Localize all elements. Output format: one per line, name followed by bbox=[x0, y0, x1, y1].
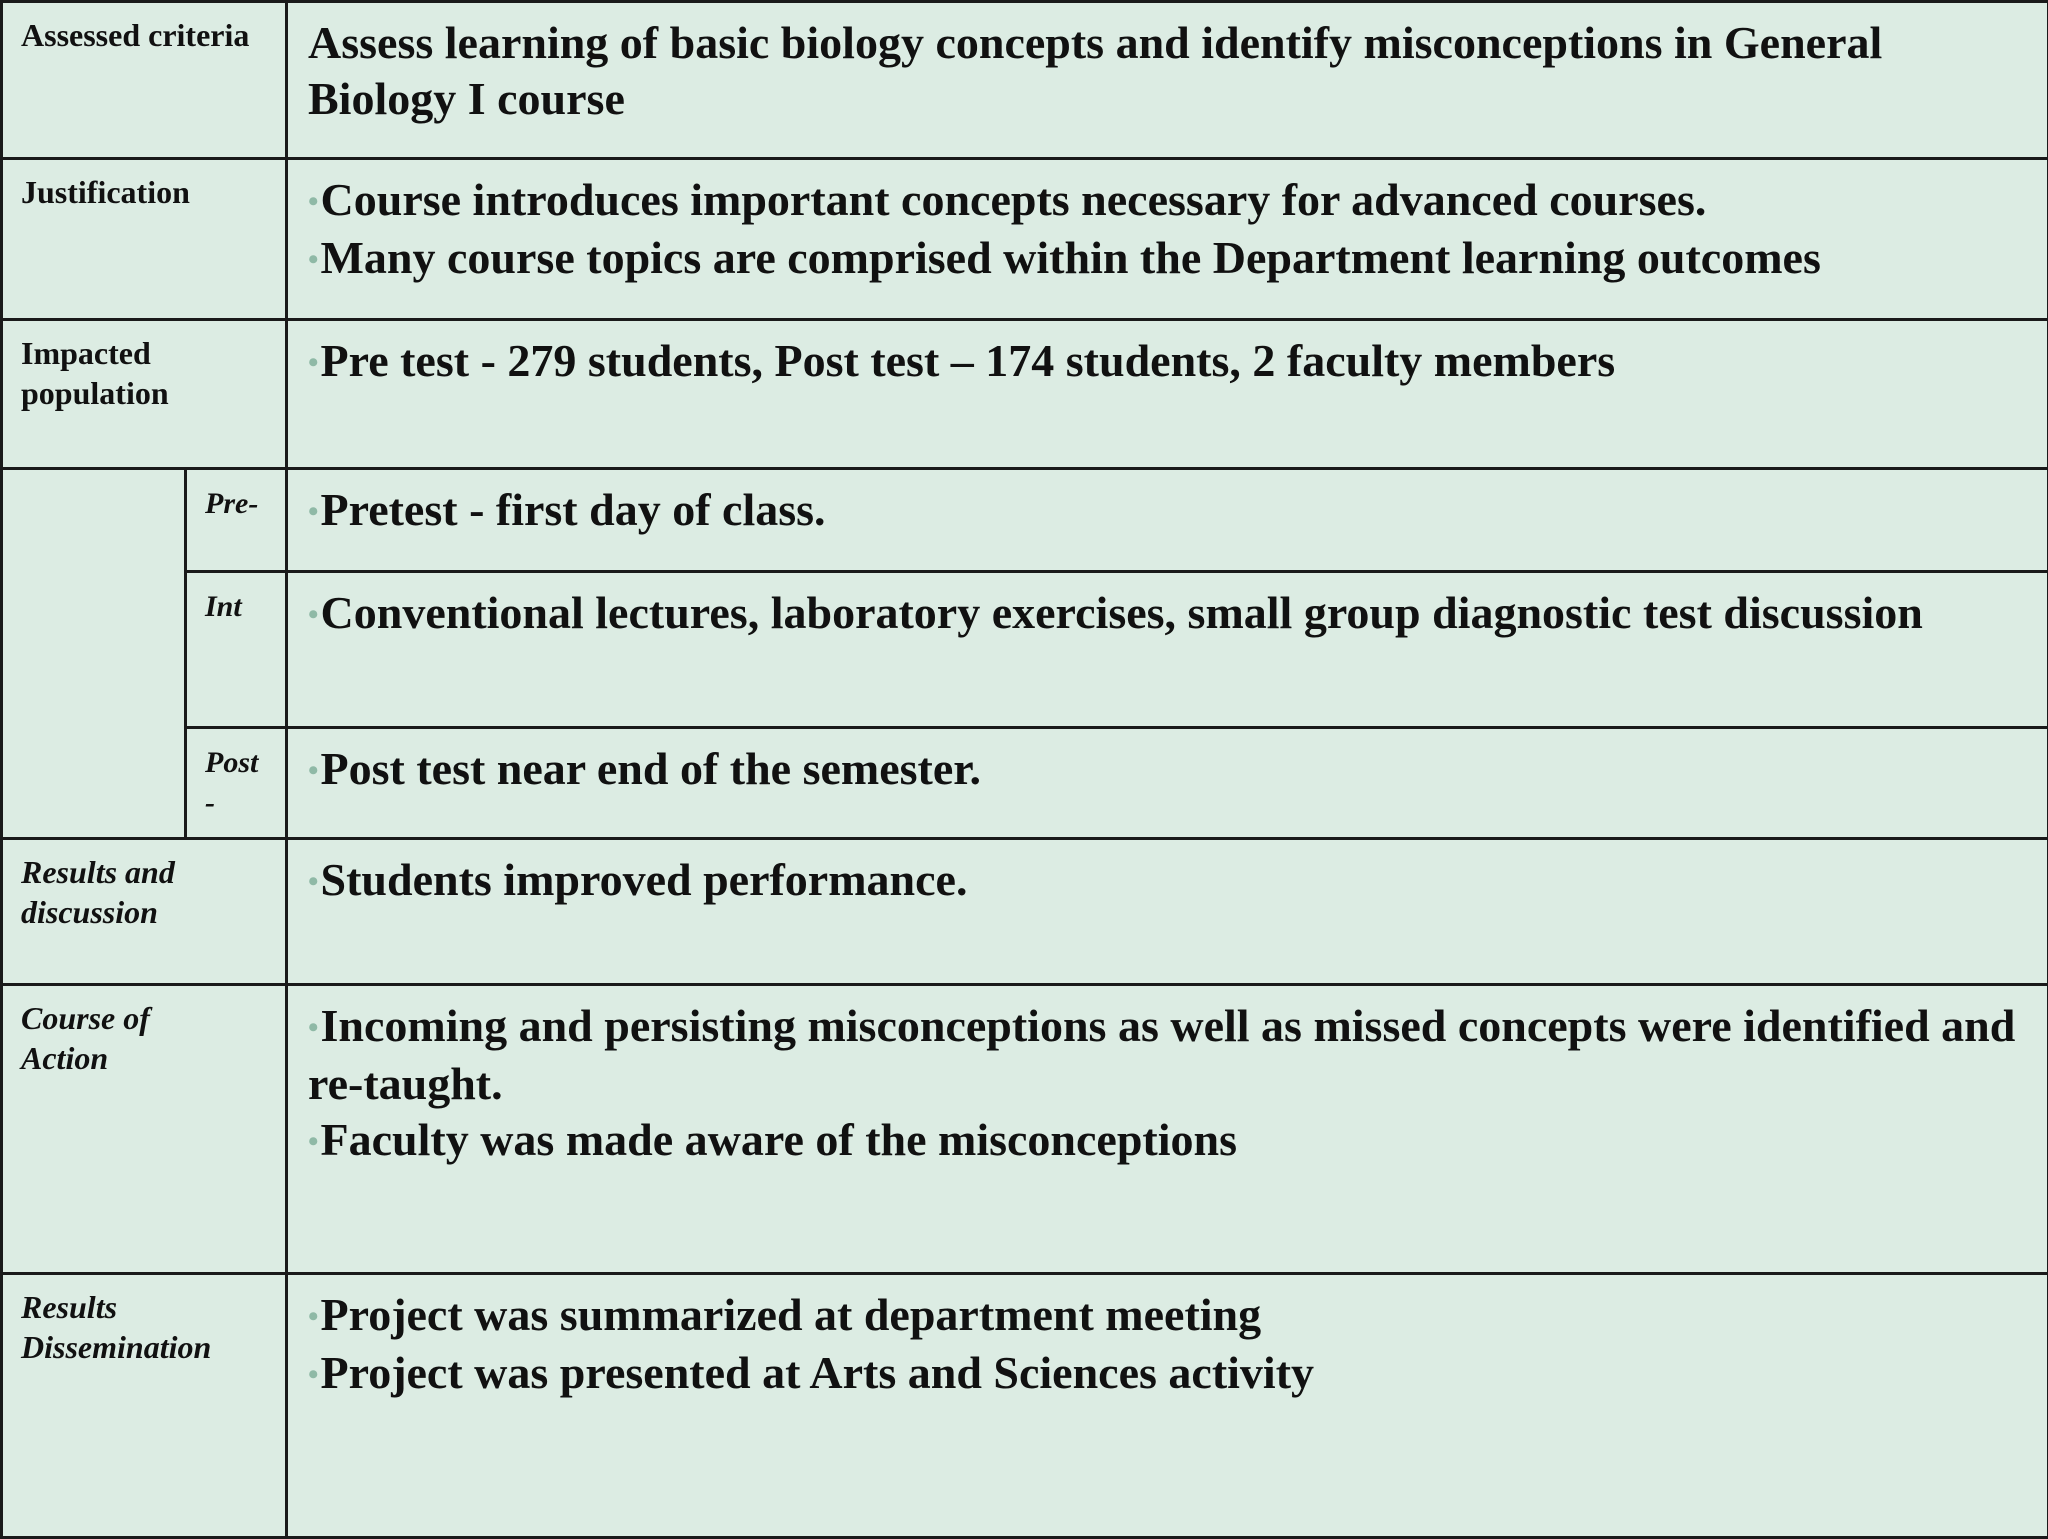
bullet-text: Conventional lectures, laboratory exercises, small group diagnostic test discussion bbox=[321, 587, 1923, 638]
content-cell bbox=[287, 2, 2048, 159]
bullet-icon: • bbox=[308, 346, 319, 379]
row-label-results-discussion: Results and discussion bbox=[3, 840, 285, 932]
sublabel-cell bbox=[186, 728, 287, 839]
bullet-icon: • bbox=[308, 1011, 319, 1044]
bullet-icon: • bbox=[308, 243, 319, 276]
bullet-text: Faculty was made aware of the misconceptions bbox=[321, 1114, 1238, 1165]
bullet-text: Course introduces important concepts necessary for advanced courses. bbox=[321, 174, 1707, 225]
bullet-item bbox=[308, 1112, 2029, 1170]
bullet-item bbox=[308, 230, 2029, 288]
label-cell bbox=[2, 320, 287, 469]
row-results-discussion bbox=[2, 839, 2048, 985]
bullet-icon: • bbox=[308, 185, 319, 218]
bullet-icon: • bbox=[308, 598, 319, 631]
row-label-int: Int bbox=[187, 573, 285, 627]
row-int bbox=[2, 572, 2048, 728]
row-label-post: Post - bbox=[187, 729, 283, 823]
content-cell bbox=[287, 572, 2048, 728]
bullet-text: Many course topics are comprised within the Department learning outcomes bbox=[321, 232, 1821, 283]
bullet-text: Incoming and persisting misconceptions as well as missed concepts were identified and re-taught. bbox=[308, 1000, 2015, 1109]
bullet-icon: • bbox=[308, 1358, 319, 1391]
row-post bbox=[2, 728, 2048, 839]
bullet-icon: • bbox=[308, 1125, 319, 1158]
label-cell bbox=[2, 839, 287, 985]
row-label-pre: Pre- bbox=[187, 470, 285, 524]
label-cell bbox=[2, 1274, 287, 1538]
content-cell bbox=[287, 159, 2048, 320]
bullet-text: Pretest - first day of class. bbox=[321, 484, 826, 535]
bullet-icon: • bbox=[308, 754, 319, 787]
row-course-of-action bbox=[2, 985, 2048, 1274]
bullet-item bbox=[308, 172, 2029, 230]
content-cell bbox=[287, 839, 2048, 985]
label-cell bbox=[2, 985, 287, 1274]
sublabel-cell bbox=[186, 572, 287, 728]
bullet-item bbox=[308, 741, 2029, 799]
bullet-text: Students improved performance. bbox=[321, 854, 968, 905]
sublabel-cell bbox=[186, 469, 287, 572]
row-label-impacted-population: Impacted population bbox=[3, 321, 285, 413]
bullet-icon: • bbox=[308, 1300, 319, 1333]
bullet-item bbox=[308, 585, 2029, 643]
bullet-text: Pre test - 279 students, Post test – 174 students, 2 faculty members bbox=[321, 335, 1616, 386]
content-cell bbox=[287, 320, 2048, 469]
bullet-text: Post test near end of the semester. bbox=[321, 743, 981, 794]
row-assessed-criteria bbox=[2, 2, 2048, 159]
bullet-item bbox=[308, 998, 2029, 1112]
row-impacted-population bbox=[2, 320, 2048, 469]
bullet-item bbox=[308, 1345, 2029, 1403]
bullet-item bbox=[308, 1287, 2029, 1345]
bullet-text: Project was summarized at department meeting bbox=[321, 1289, 1262, 1340]
row-label-course-of-action: Course of Action bbox=[3, 986, 209, 1078]
bullet-icon: • bbox=[308, 865, 319, 898]
label-cell bbox=[2, 2, 287, 159]
label-cell bbox=[2, 159, 287, 320]
row-label-results-dissemination: Results Dissemination bbox=[3, 1275, 279, 1367]
assessed-criteria-text: Assess learning of basic biology concepts and identify misconceptions in General Biology I course bbox=[288, 3, 2047, 127]
row-justification bbox=[2, 159, 2048, 320]
empty-group-cell bbox=[2, 469, 186, 839]
bullet-item bbox=[308, 333, 2029, 391]
row-label-assessed-criteria: Assessed criteria bbox=[3, 3, 285, 55]
content-cell bbox=[287, 728, 2048, 839]
row-label-justification: Justification bbox=[3, 160, 285, 212]
bullet-item bbox=[308, 482, 2029, 540]
bullet-icon: • bbox=[308, 495, 319, 528]
content-cell bbox=[287, 985, 2048, 1274]
row-results-dissemination bbox=[2, 1274, 2048, 1538]
content-cell bbox=[287, 1274, 2048, 1538]
row-pre bbox=[2, 469, 2048, 572]
content-cell bbox=[287, 469, 2048, 572]
bullet-text: Project was presented at Arts and Sciences activity bbox=[321, 1347, 1315, 1398]
bullet-item bbox=[308, 852, 2029, 910]
